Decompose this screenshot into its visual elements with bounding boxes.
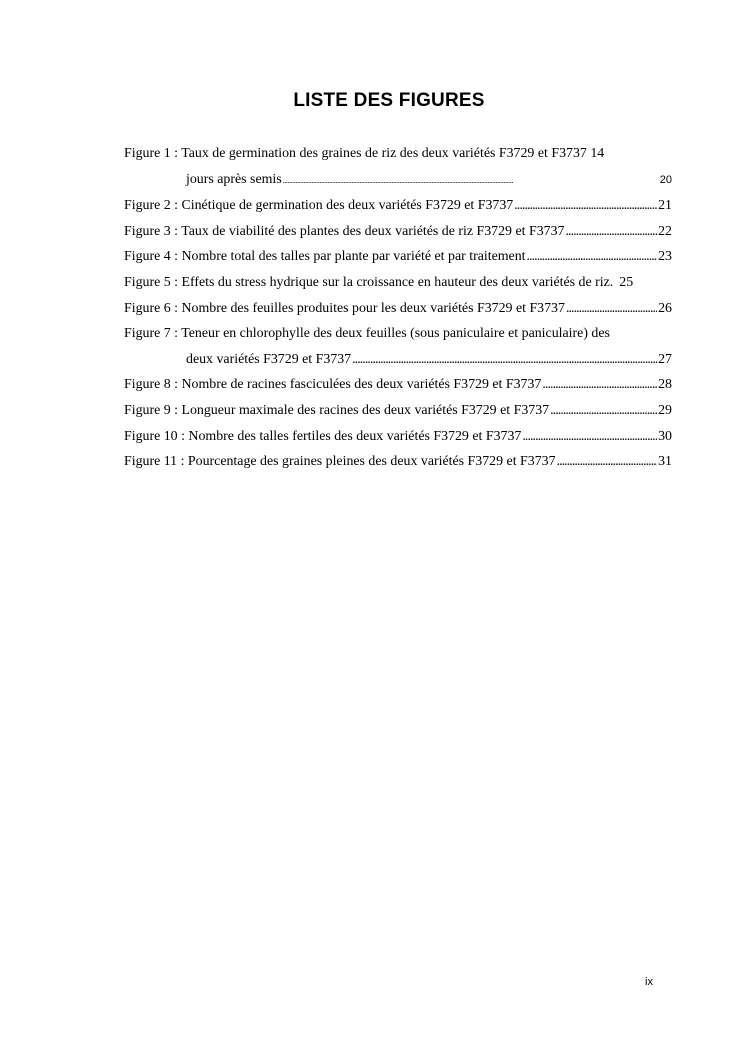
figure-title: Figure 5 : Effets du stress hydrique sur la croissance en hauteur des deux variétés de riz.	[124, 274, 614, 290]
figure-page-number: 20	[659, 173, 672, 186]
dot-leader	[514, 193, 657, 219]
dot-leader	[566, 296, 657, 322]
page-title: LISTE DES FIGURES	[293, 90, 485, 111]
figure-title-line2: deux variétés F3729 et F3737	[186, 351, 352, 367]
dot-leader	[527, 244, 658, 270]
figure-entry-6[interactable]	[124, 296, 672, 322]
figure-title: Figure 3 : Taux de viabilité des plantes des deux variétés de riz F3729 et F3737	[124, 223, 565, 239]
figure-list	[124, 141, 672, 475]
figure-page-number: 31	[658, 454, 672, 470]
figure-title: Figure 11 : Pourcentage des graines pleines des deux variétés F3729 et F3737	[124, 454, 556, 470]
figure-entry-11[interactable]	[124, 449, 672, 475]
figure-title: Figure 8 : Nombre de racines fasciculées des deux variétés F3729 et F3737	[124, 377, 542, 393]
figure-entry-10[interactable]	[124, 424, 672, 450]
dot-leader	[550, 398, 657, 424]
dot-leader	[542, 372, 657, 398]
figure-title: Figure 6 : Nombre des feuilles produites pour les deux variétés F3729 et F3737	[124, 300, 565, 316]
dot-leader	[522, 424, 657, 450]
figure-page-number: 26	[658, 300, 672, 316]
figure-entry-5[interactable]	[124, 270, 672, 296]
figure-page-number: 25	[619, 274, 634, 290]
figure-page-number: 30	[658, 428, 672, 444]
figure-title: Figure 10 : Nombre des talles fertiles des deux variétés F3729 et F3737	[124, 428, 522, 444]
dot-leader	[352, 347, 657, 373]
figure-page-number: 28	[658, 377, 672, 393]
figure-page-number: 21	[658, 198, 672, 214]
footer-page-number: ix	[645, 976, 653, 988]
dot-leader	[283, 167, 659, 194]
dot-leader	[557, 449, 658, 475]
figure-entry-2[interactable]	[124, 193, 672, 219]
figure-page-number: 22	[658, 223, 672, 239]
figure-entry-9[interactable]	[124, 398, 672, 424]
figure-title: Figure 2 : Cinétique de germination des deux variétés F3729 et F3737	[124, 198, 514, 214]
figure-title: Figure 9 : Longueur maximale des racines des deux variétés F3729 et F3737	[124, 402, 550, 418]
figure-entry-1[interactable]	[124, 141, 672, 193]
figure-title-line2: jours après semis	[186, 171, 282, 187]
figure-entry-7[interactable]	[124, 321, 672, 372]
figure-entry-3[interactable]	[124, 219, 672, 245]
figure-title: Figure 4 : Nombre total des talles par plante par variété et par traitement	[124, 249, 526, 265]
dot-leader	[565, 219, 657, 245]
figure-page-number: 27	[658, 351, 672, 367]
figure-title-line1: Figure 1 : Taux de germination des graines de riz des deux variétés F3729 et F3737 14	[124, 146, 605, 161]
figure-entry-4[interactable]	[124, 244, 672, 270]
figure-entry-8[interactable]	[124, 372, 672, 398]
figure-page-number: 23	[658, 249, 672, 265]
figure-title-line1: Figure 7 : Teneur en chlorophylle des deux feuilles (sous paniculaire et paniculaire) des	[124, 326, 610, 342]
figure-page-number: 29	[658, 402, 672, 418]
